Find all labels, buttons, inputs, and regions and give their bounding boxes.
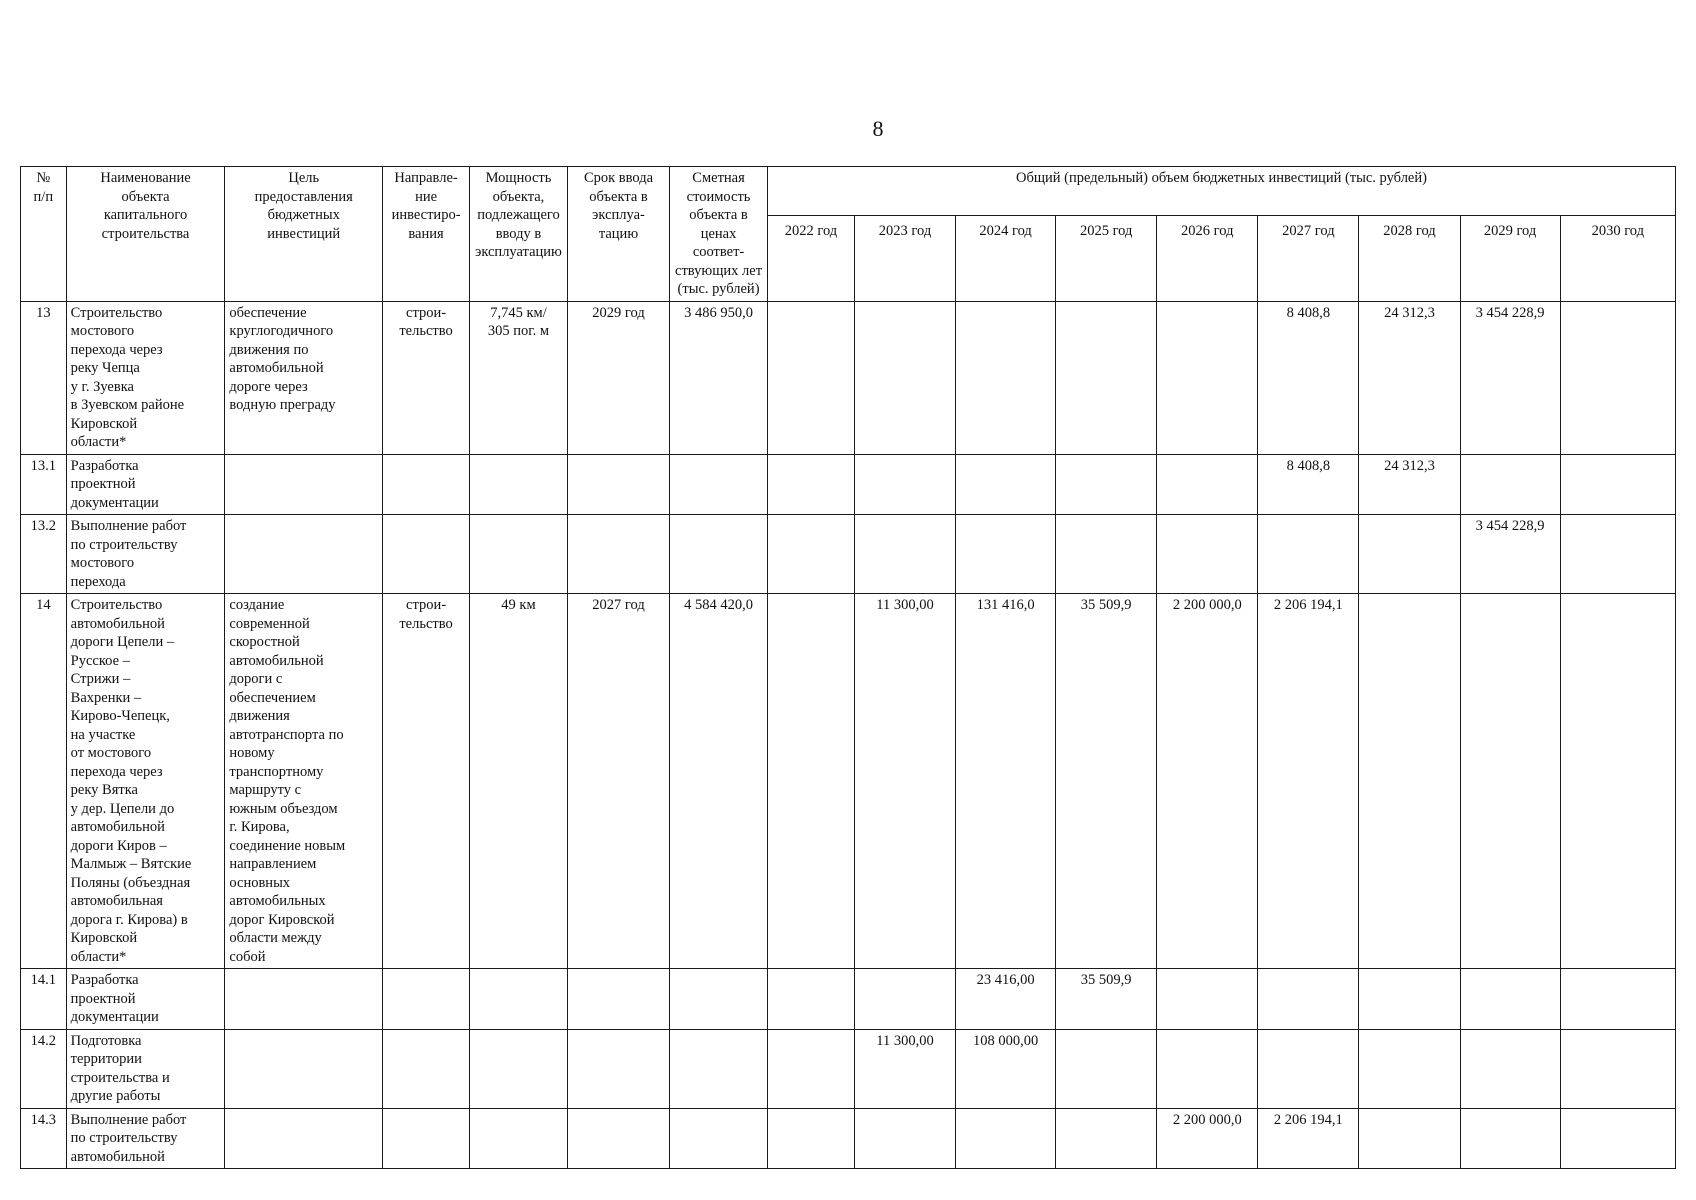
- cell-capacity: [470, 454, 568, 515]
- cell-name: Разработка проектной документации: [66, 969, 225, 1030]
- cell-capacity: 49 км: [470, 594, 568, 969]
- cell-year-value: [956, 454, 1056, 515]
- cell-name: Подготовка территории строительства и другие работы: [66, 1029, 225, 1108]
- cell-capacity: [470, 1029, 568, 1108]
- cell-year-value: [1560, 969, 1675, 1030]
- page-number: 8: [872, 116, 884, 141]
- cell-year-value: [854, 301, 955, 454]
- cell-year-value: 11 300,00: [854, 594, 955, 969]
- cell-year-value: 2 206 194,1: [1258, 594, 1359, 969]
- cell-cost: [670, 1108, 768, 1169]
- cell-direction: [383, 515, 470, 594]
- cell-year-value: [1359, 594, 1460, 969]
- cell-year-value: 3 454 228,9: [1460, 515, 1560, 594]
- cell-cost: [670, 969, 768, 1030]
- cell-year-value: 23 416,00: [956, 969, 1056, 1030]
- cell-year-value: [767, 1108, 854, 1169]
- cell-goal: [225, 1108, 383, 1169]
- cell-year-value: [1157, 515, 1258, 594]
- cell-cost: 4 584 420,0: [670, 594, 768, 969]
- cell-year-value: [1560, 301, 1675, 454]
- cell-year-value: [854, 454, 955, 515]
- cell-deadline: [567, 454, 669, 515]
- cell-year-value: [1359, 1029, 1460, 1108]
- cell-deadline: [567, 1108, 669, 1169]
- cell-year-value: [1460, 1108, 1560, 1169]
- cell-name: Строительство автомобильной дороги Цепели – Русское – Стрижи – Вахренки – Кирово-Чепецк, на участке от мостового перехода через реку Вятка у дер. Цепели до автомобильной дороги Киров – Малмыж – Вятские Поляны (объездная автомобильная дорога г. Кирова) в Кировской области*: [66, 594, 225, 969]
- cell-direction: [383, 969, 470, 1030]
- cell-year-value: [767, 515, 854, 594]
- cell-goal: [225, 454, 383, 515]
- cell-deadline: [567, 1029, 669, 1108]
- header-year-2025: 2025 год: [1056, 216, 1157, 301]
- cell-year-value: 3 454 228,9: [1460, 301, 1560, 454]
- cell-year-value: 108 000,00: [956, 1029, 1056, 1108]
- cell-name: Разработка проектной документации: [66, 454, 225, 515]
- cell-cost: [670, 454, 768, 515]
- cell-year-value: [956, 301, 1056, 454]
- cell-num: 14.3: [21, 1108, 67, 1169]
- cell-year-value: [1056, 301, 1157, 454]
- cell-year-value: [1359, 515, 1460, 594]
- cell-year-value: [1056, 1108, 1157, 1169]
- table-body: [21, 301, 1676, 1169]
- cell-year-value: [1056, 1029, 1157, 1108]
- cell-year-value: [1157, 969, 1258, 1030]
- header-capacity: Мощность объекта, подлежащего вводу в эксплуатацию: [470, 167, 568, 302]
- cell-direction: [383, 1108, 470, 1169]
- cell-year-value: 24 312,3: [1359, 301, 1460, 454]
- cell-goal: [225, 969, 383, 1030]
- cell-year-value: [767, 594, 854, 969]
- cell-capacity: [470, 969, 568, 1030]
- header-year-2026: 2026 год: [1157, 216, 1258, 301]
- cell-capacity: [470, 1108, 568, 1169]
- cell-num: 14.2: [21, 1029, 67, 1108]
- cell-capacity: [470, 515, 568, 594]
- header-year-2027: 2027 год: [1258, 216, 1359, 301]
- header-year-2023: 2023 год: [854, 216, 955, 301]
- cell-year-value: 35 509,9: [1056, 594, 1157, 969]
- cell-year-value: [1258, 969, 1359, 1030]
- cell-year-value: [1560, 594, 1675, 969]
- cell-year-value: [1258, 1029, 1359, 1108]
- cell-year-value: [1157, 301, 1258, 454]
- cell-num: 14: [21, 594, 67, 969]
- cell-deadline: [567, 515, 669, 594]
- cell-year-value: 8 408,8: [1258, 454, 1359, 515]
- header-name: Наименование объекта капитального строительства: [66, 167, 225, 302]
- table-row: [21, 1108, 1676, 1169]
- header-year-2030: 2030 год: [1560, 216, 1675, 301]
- header-cost: Сметная стоимость объекта в ценах соответ- ствующих лет (тыс. рублей): [670, 167, 768, 302]
- cell-year-value: [1157, 454, 1258, 515]
- cell-goal: создание современной скоростной автомобильной дороги с обеспечением движения автотранспорта по новому транспортному маршруту с южным объездом г. Кирова, соединение новым направлением основных автомобильных дорог Кировской области между собой: [225, 594, 383, 969]
- cell-num: 14.1: [21, 969, 67, 1030]
- cell-capacity: 7,745 км/ 305 пог. м: [470, 301, 568, 454]
- cell-num: 13: [21, 301, 67, 454]
- cell-year-value: [1560, 1029, 1675, 1108]
- cell-year-value: [956, 515, 1056, 594]
- cell-year-value: [854, 515, 955, 594]
- cell-year-value: [1460, 594, 1560, 969]
- cell-year-value: 2 200 000,0: [1157, 594, 1258, 969]
- cell-year-value: [854, 1108, 955, 1169]
- cell-year-value: [1560, 1108, 1675, 1169]
- cell-year-value: 8 408,8: [1258, 301, 1359, 454]
- cell-year-value: [854, 969, 955, 1030]
- header-direction: Направле- ние инвестиро- вания: [383, 167, 470, 302]
- header-year-2024: 2024 год: [956, 216, 1056, 301]
- cell-year-value: [1460, 969, 1560, 1030]
- cell-year-value: [1560, 515, 1675, 594]
- cell-year-value: [1258, 515, 1359, 594]
- cell-deadline: 2027 год: [567, 594, 669, 969]
- cell-year-value: [1460, 454, 1560, 515]
- cell-cost: [670, 1029, 768, 1108]
- cell-deadline: [567, 969, 669, 1030]
- budget-investment-table: [20, 166, 1676, 1169]
- cell-num: 13.2: [21, 515, 67, 594]
- cell-year-value: [1359, 969, 1460, 1030]
- table-row: [21, 301, 1676, 454]
- table-row: [21, 515, 1676, 594]
- cell-direction: строи- тельство: [383, 301, 470, 454]
- cell-year-value: 35 509,9: [1056, 969, 1157, 1030]
- cell-direction: строи- тельство: [383, 594, 470, 969]
- cell-name: Строительство мостового перехода через реку Чепца у г. Зуевка в Зуевском районе Кировской области*: [66, 301, 225, 454]
- cell-year-value: 131 416,0: [956, 594, 1056, 969]
- cell-cost: [670, 515, 768, 594]
- header-deadline: Срок ввода объекта в эксплуа- тацию: [567, 167, 669, 302]
- table-row: [21, 594, 1676, 969]
- header-total-investment: Общий (предельный) объем бюджетных инвестиций (тыс. рублей): [767, 167, 1675, 216]
- cell-num: 13.1: [21, 454, 67, 515]
- cell-name: Выполнение работ по строительству мостового перехода: [66, 515, 225, 594]
- header-year-2022: 2022 год: [767, 216, 854, 301]
- header-year-2029: 2029 год: [1460, 216, 1560, 301]
- header-goal: Цель предоставления бюджетных инвестиций: [225, 167, 383, 302]
- cell-direction: [383, 1029, 470, 1108]
- cell-year-value: [1560, 454, 1675, 515]
- header-year-2028: 2028 год: [1359, 216, 1460, 301]
- cell-direction: [383, 454, 470, 515]
- cell-year-value: 2 200 000,0: [1157, 1108, 1258, 1169]
- cell-year-value: [767, 969, 854, 1030]
- cell-year-value: [767, 454, 854, 515]
- cell-year-value: [767, 1029, 854, 1108]
- cell-name: Выполнение работ по строительству автомобильной: [66, 1108, 225, 1169]
- cell-year-value: [1460, 1029, 1560, 1108]
- cell-goal: [225, 1029, 383, 1108]
- cell-year-value: 11 300,00: [854, 1029, 955, 1108]
- cell-year-value: 24 312,3: [1359, 454, 1460, 515]
- cell-year-value: [1157, 1029, 1258, 1108]
- table-row: [21, 1029, 1676, 1108]
- table-row: [21, 454, 1676, 515]
- header-num: № п/п: [21, 167, 67, 302]
- cell-cost: 3 486 950,0: [670, 301, 768, 454]
- cell-goal: [225, 515, 383, 594]
- cell-year-value: [956, 1108, 1056, 1169]
- cell-deadline: 2029 год: [567, 301, 669, 454]
- cell-year-value: [767, 301, 854, 454]
- cell-year-value: 2 206 194,1: [1258, 1108, 1359, 1169]
- cell-year-value: [1056, 454, 1157, 515]
- cell-year-value: [1056, 515, 1157, 594]
- cell-year-value: [1359, 1108, 1460, 1169]
- table-row: [21, 969, 1676, 1030]
- header-row-top: [21, 167, 1676, 216]
- cell-goal: обеспечение круглогодичного движения по автомобильной дороге через водную преграду: [225, 301, 383, 454]
